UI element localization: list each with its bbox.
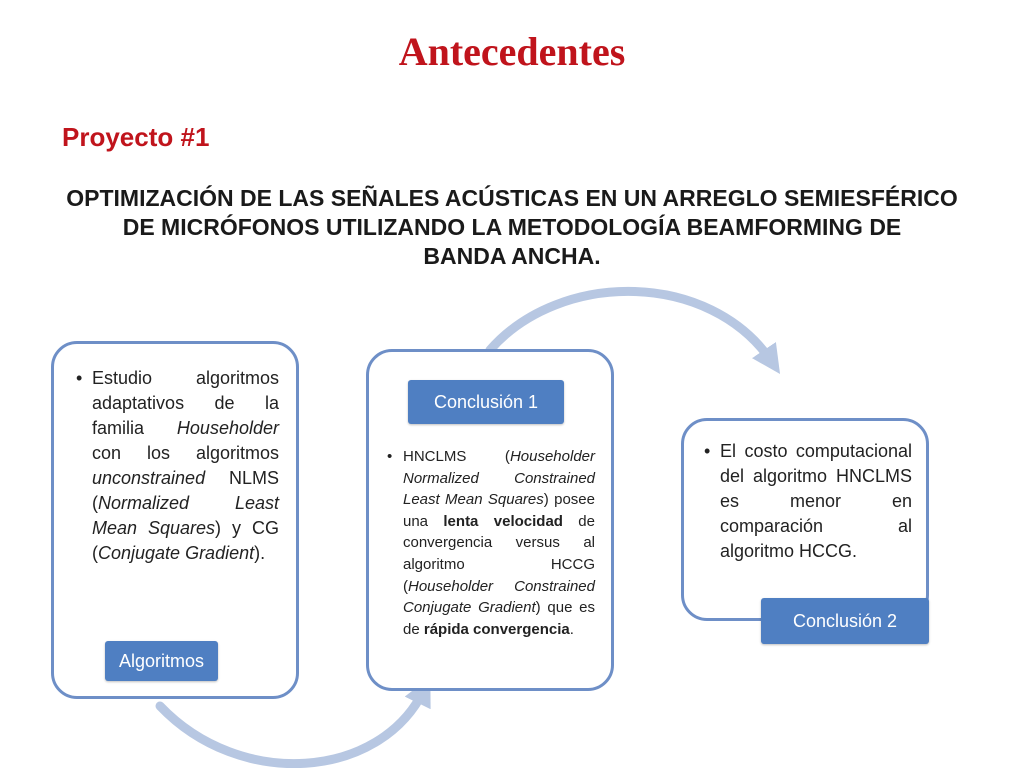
text-run: con los algoritmos: [92, 443, 279, 463]
text-run: Estudio algoritmos adaptativos de la familia: [92, 368, 279, 438]
text-run: ) posee una: [403, 491, 595, 530]
text-run: ) que es de: [403, 599, 595, 638]
text-run: lenta velocidad: [443, 512, 563, 530]
text-run: unconstrained: [92, 468, 206, 488]
heading-line: BANDA ANCHA.: [423, 243, 601, 269]
text-run: ) y CG (: [92, 518, 279, 563]
conclusion-1-bullet: [385, 446, 595, 640]
text-run: rápida convergencia: [423, 620, 570, 638]
conclusion-2-bullet: [702, 439, 912, 564]
algoritmos-bullet: [74, 366, 279, 566]
slide-title: Antecedentes: [398, 29, 626, 74]
project-subtitle: Proyecto #1: [62, 122, 210, 152]
text-run: .: [569, 620, 574, 638]
heading-line: DE MICRÓFONOS UTILIZANDO LA METODOLOGÍA BEAMFORMING DE: [122, 214, 902, 240]
text-run: Householder Constrained Conjugate Gradient: [403, 577, 595, 617]
conclusion-1-label: Conclusión 1: [408, 380, 564, 424]
conclusion-2-box: [681, 418, 929, 621]
text-run: El costo computacional del algoritmo HNCLMS es menor en comparación al algoritmo HCCG.: [720, 441, 912, 561]
text-run: NLMS (: [92, 468, 279, 513]
text-run: HNCLMS (: [403, 448, 510, 465]
text-run: Conjugate Gradient: [98, 543, 255, 563]
text-run: Householder: [176, 418, 279, 438]
text-run: Householder Normalized Constrained Least Mean Squares: [403, 448, 595, 509]
heading-line: OPTIMIZACIÓN DE LAS SEÑALES ACÚSTICAS EN UN ARREGLO SEMIESFÉRICO: [66, 185, 958, 211]
conclusion-2-label: Conclusión 2: [761, 598, 929, 644]
text-run: de convergencia versus al algoritmo HCCG (: [403, 512, 595, 595]
text-run: Normalized Least Mean Squares: [92, 493, 279, 538]
cycle-arrow-bottom: [160, 690, 424, 764]
text-run: ).: [254, 543, 266, 563]
algoritmos-label: Algoritmos: [105, 641, 218, 681]
